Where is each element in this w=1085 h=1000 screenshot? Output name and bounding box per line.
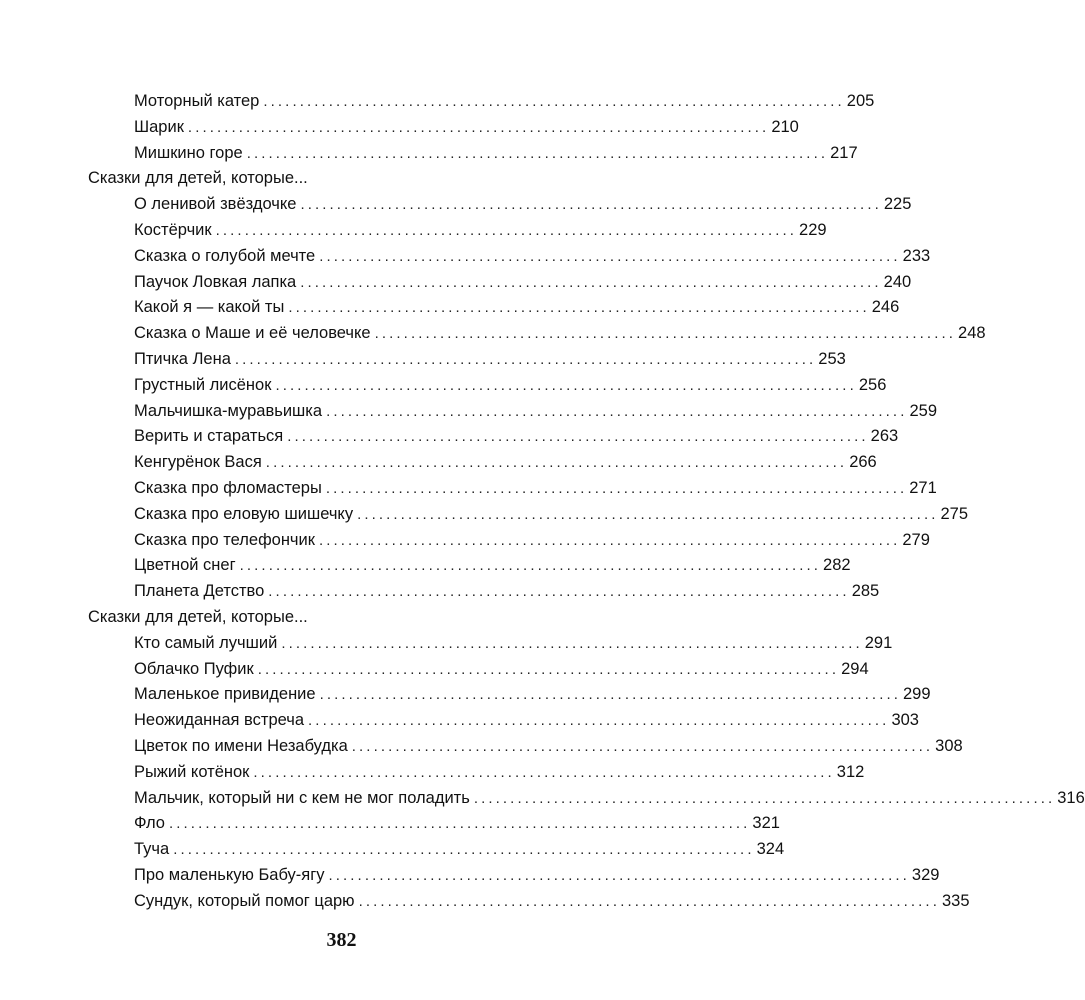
toc-entry-title: Сказка про телефончик <box>134 530 315 549</box>
toc-entry-page: 316 <box>1057 788 1085 807</box>
dot-leader: ................................................................................ <box>287 428 869 446</box>
dot-leader: ................................................................................ <box>263 93 845 110</box>
toc-entry-page: 308 <box>935 736 963 755</box>
toc-entry <box>134 502 969 528</box>
toc-entry-title: Цветной снег <box>134 556 236 575</box>
toc-entry <box>134 476 937 502</box>
dot-leader: ................................................................................ <box>473 789 1056 807</box>
toc-entry-page: 246 <box>871 298 900 317</box>
toc-entry-title: Сказка про фломастеры <box>134 478 322 497</box>
page-number: 382 <box>326 929 357 951</box>
dot-leader: ................................................................................ <box>319 247 901 265</box>
dot-leader: ................................................................................ <box>253 763 835 781</box>
dot-leader: ................................................................................ <box>246 144 829 162</box>
dot-leader: ................................................................................ <box>257 660 840 678</box>
toc-entry-page: 282 <box>823 556 851 575</box>
toc-entry-title: Маленькое привидение <box>134 685 316 704</box>
toc-entry-title: Шарик <box>134 117 184 136</box>
dot-leader: ................................................................................ <box>300 196 882 214</box>
toc-entry-page: 225 <box>883 195 912 214</box>
dot-leader: ................................................................................ <box>351 737 934 755</box>
toc-entry <box>134 579 880 605</box>
dot-leader: ................................................................................ <box>281 634 863 652</box>
dot-leader: ................................................................................ <box>215 221 798 239</box>
toc-entry <box>134 89 875 115</box>
toc-entry <box>134 373 887 399</box>
toc-entry-title: Паучок Ловкая лапка <box>134 272 297 291</box>
toc-entry <box>134 786 1085 812</box>
table-of-contents <box>0 89 1085 915</box>
toc-entry <box>134 760 865 786</box>
dot-leader: ................................................................................ <box>288 299 870 317</box>
toc-entry-page: 324 <box>756 840 785 859</box>
toc-entry-page: 256 <box>858 375 887 394</box>
toc-entry <box>134 450 877 476</box>
toc-entry <box>134 528 930 554</box>
toc-entry-title: Про маленькую Бабу-ягу <box>134 865 325 884</box>
toc-entry-page: 229 <box>799 220 827 239</box>
toc-entry-title: Облачко Пуфик <box>134 659 254 678</box>
toc-entry-page: 217 <box>830 143 858 162</box>
toc-entry <box>134 734 963 760</box>
dot-leader: ................................................................................ <box>275 376 857 394</box>
toc-entry-page: 263 <box>870 427 899 446</box>
dot-leader: ................................................................................ <box>357 505 939 523</box>
toc-entry <box>134 141 858 167</box>
dot-leader: ................................................................................ <box>308 712 890 730</box>
toc-entry-title: Сундук, который помог царю <box>134 891 355 910</box>
toc-entry-title: Какой я — какой ты <box>134 298 285 317</box>
toc-entry-title: Рыжий котёнок <box>134 762 250 781</box>
toc-entry-title: Моторный катер <box>134 92 260 110</box>
toc-entry-page: 205 <box>846 92 875 110</box>
toc-entry <box>134 244 931 270</box>
toc-entry <box>134 837 785 863</box>
dot-leader: ................................................................................ <box>265 454 848 472</box>
toc-entry <box>134 399 937 425</box>
toc-entry <box>134 863 940 889</box>
toc-entry-title: Мальчишка-муравьишка <box>134 401 323 420</box>
toc-entry-page: 240 <box>883 272 912 291</box>
dot-leader: ................................................................................ <box>187 118 770 136</box>
toc-entry-page: 210 <box>771 117 799 136</box>
toc-entry-page: 303 <box>891 711 919 730</box>
toc-entry-title: Грустный лисёнок <box>134 375 272 394</box>
toc-entry-page: 253 <box>818 349 846 368</box>
dot-leader: ................................................................................ <box>169 815 751 833</box>
toc-entry-title: Планета Детство <box>134 582 265 601</box>
toc-entry-title: Туча <box>134 840 170 859</box>
toc-entry <box>134 424 899 450</box>
toc-entry-page: 271 <box>909 478 937 497</box>
dot-leader: ................................................................................ <box>328 866 910 884</box>
toc-section-heading: Сказки для детей, которые... <box>88 169 308 188</box>
toc-entry-title: Сказка о Маше и её человечке <box>134 324 371 343</box>
toc-entry-title: Сказка о голубой мечте <box>134 246 316 265</box>
toc-entry-page: 321 <box>752 814 780 833</box>
toc-entry-title: Сказка про еловую шишечку <box>134 504 354 523</box>
dot-leader: ................................................................................ <box>325 479 908 497</box>
dot-leader: ................................................................................ <box>374 325 957 343</box>
toc-entry <box>134 270 912 296</box>
toc-section-heading: Сказки для детей, которые... <box>88 607 308 626</box>
dot-leader: ................................................................................ <box>234 350 817 368</box>
dot-leader: ................................................................................ <box>318 531 901 549</box>
toc-entry-page: 291 <box>864 633 893 652</box>
toc-entry-page: 294 <box>841 659 869 678</box>
toc-entry-page: 275 <box>940 504 969 523</box>
toc-entry <box>134 682 931 708</box>
toc-entry-title: О ленивой звёздочке <box>134 195 297 214</box>
toc-entry <box>134 115 799 141</box>
toc-entry-title: Верить и стараться <box>134 427 284 446</box>
toc-entry-page: 233 <box>902 246 931 265</box>
toc-entry <box>134 347 846 373</box>
dot-leader: ................................................................................ <box>326 402 908 420</box>
toc-entry-page: 299 <box>903 685 931 704</box>
toc-entry-title: Кто самый лучший <box>134 633 278 652</box>
toc-entry <box>134 811 780 837</box>
toc-entry-page: 312 <box>836 762 865 781</box>
toc-entry-page: 285 <box>851 582 880 601</box>
dot-leader: ................................................................................ <box>300 273 882 291</box>
toc-entry-title: Птичка Лена <box>134 349 231 368</box>
toc-entry-page: 279 <box>902 530 930 549</box>
toc-entry <box>134 889 970 915</box>
toc-entry <box>134 295 900 321</box>
toc-entry <box>134 708 919 734</box>
dot-leader: ................................................................................ <box>173 841 755 859</box>
toc-entry <box>134 218 827 244</box>
toc-entry-page: 248 <box>958 324 986 343</box>
toc-entry-title: Фло <box>134 814 165 833</box>
dot-leader: ................................................................................ <box>319 686 901 704</box>
toc-entry-title: Костёрчик <box>134 220 212 239</box>
toc-entry-title: Мишкино горе <box>134 143 243 162</box>
toc-entry-page: 335 <box>941 891 970 910</box>
toc-entry <box>134 192 912 218</box>
dot-leader: ................................................................................ <box>268 583 850 601</box>
toc-entry-title: Мальчик, который ни с кем не мог поладить <box>134 788 470 807</box>
toc-entry-title: Неожиданная встреча <box>134 711 305 730</box>
toc-entry <box>134 657 869 683</box>
toc-entry-page: 329 <box>911 865 940 884</box>
toc-entry <box>134 553 851 579</box>
toc-entry-title: Цветок по имени Незабудка <box>134 736 348 755</box>
toc-entry-title: Кенгурёнок Вася <box>134 453 262 472</box>
toc-entry-page: 266 <box>849 453 877 472</box>
dot-leader: ................................................................................ <box>239 557 822 575</box>
toc-entry <box>134 321 986 347</box>
toc-entry <box>134 631 893 657</box>
dot-leader: ................................................................................ <box>358 892 940 910</box>
toc-entry-page: 259 <box>909 401 937 420</box>
